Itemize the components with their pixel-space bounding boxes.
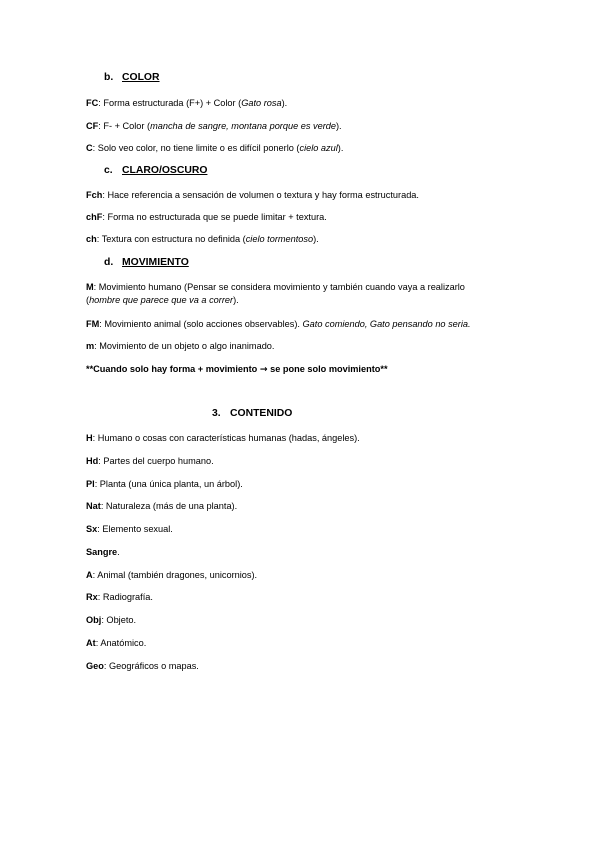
list-item-m-continuation: (hombre que parece que va a correr).	[86, 295, 239, 305]
list-item-c: C: Solo veo color, no tiene limite o es difícil ponerlo (cielo azul).	[86, 143, 344, 153]
section-heading-claro-oscuro	[104, 165, 207, 176]
section-number: 3.	[212, 408, 221, 419]
list-item-ch: ch: Textura con estructura no definida (cielo tormentoso).	[86, 234, 319, 244]
section-number: d.	[104, 257, 114, 268]
arrow-right-icon: →	[259, 364, 268, 375]
list-item-geo: Geo: Geográficos o mapas.	[86, 661, 199, 671]
section-title: CONTENIDO	[230, 408, 293, 419]
list-item-sx: Sx: Elemento sexual.	[86, 524, 173, 534]
list-item-small-m: m: Movimiento de un objeto o algo inanimado.	[86, 341, 275, 351]
list-item-rx: Rx: Radiografía.	[86, 592, 153, 602]
list-item-cf: CF: F- + Color (mancha de sangre, montana porque es verde).	[86, 121, 342, 131]
list-item-obj: Obj: Objeto.	[86, 615, 137, 625]
list-item-pl: Pl: Planta (una única planta, un árbol).	[86, 479, 243, 489]
list-item-nat: Nat: Naturaleza (más de una planta).	[86, 501, 238, 511]
list-item-fm: FM: Movimiento animal (solo acciones observables). Gato comiendo, Gato pensando no seria.	[86, 319, 471, 329]
section-title: CLARO/OSCURO	[122, 165, 208, 176]
list-item-chf: chF: Forma no estructurada que se puede limitar + textura.	[86, 212, 327, 222]
movement-note: **Cuando solo hay forma + movimiento → se pone solo movimiento**	[86, 364, 388, 375]
section-number: b.	[104, 72, 114, 83]
list-item-at: At: Anatómico.	[86, 638, 147, 648]
section-heading-color	[104, 72, 160, 83]
section-number: c.	[104, 165, 113, 176]
list-item-fc: FC: Forma estructurada (F+) + Color (Gato rosa).	[86, 98, 288, 108]
section-heading-movimiento	[104, 257, 189, 268]
list-item-hd: Hd: Partes del cuerpo humano.	[86, 456, 214, 466]
section-title: COLOR	[122, 72, 160, 83]
list-item-h: H: Humano o cosas con características humanas (hadas, ángeles).	[86, 433, 360, 443]
list-item-a: A: Animal (también dragones, unicornios).	[86, 570, 258, 580]
list-item-m: M: Movimiento humano (Pensar se considera movimiento y también cuando vaya a realizarlo	[86, 282, 465, 292]
section-heading-contenido	[212, 408, 292, 419]
section-title: MOVIMIENTO	[122, 257, 189, 268]
list-item-sangre: Sangre.	[86, 547, 120, 557]
list-item-fch: Fch: Hace referencia a sensación de volumen o textura y hay forma estructurada.	[86, 190, 419, 200]
